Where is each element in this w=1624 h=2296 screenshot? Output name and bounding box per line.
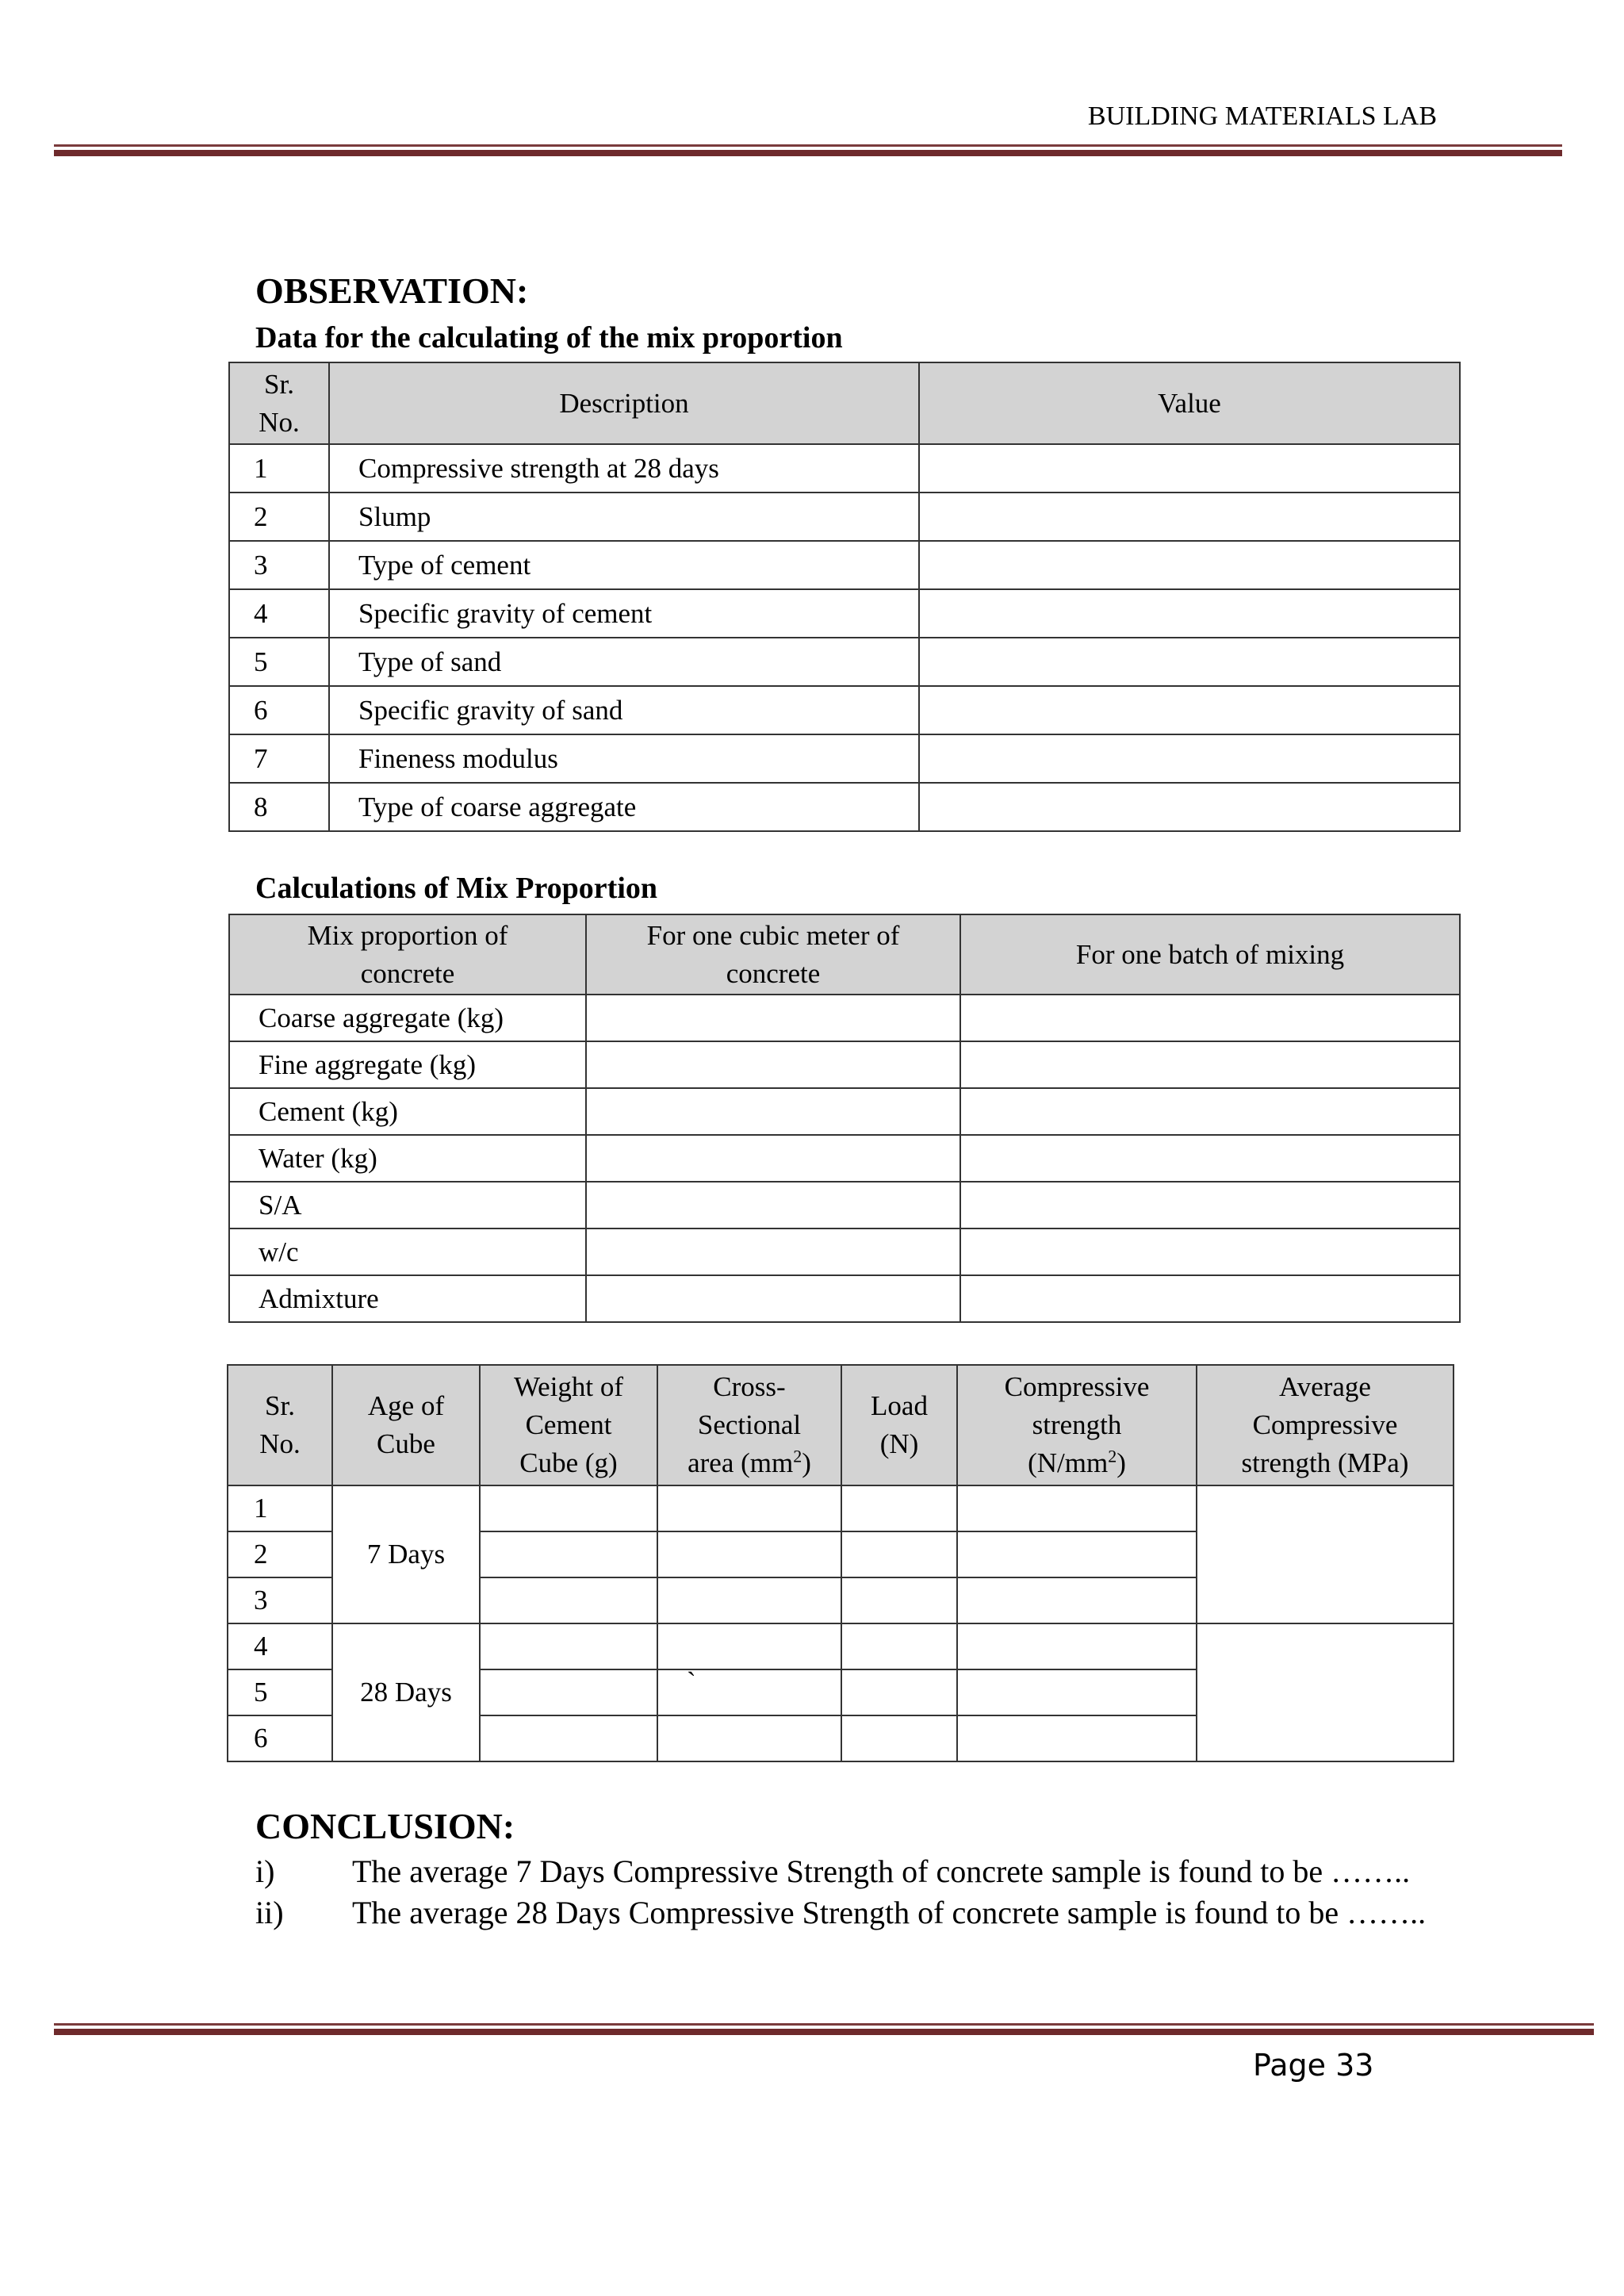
row-description: Compressive strength at 28 days [329, 444, 919, 493]
header-text: Compressive [1004, 1371, 1150, 1402]
header-text: concrete [726, 957, 821, 989]
row-number: 1 [228, 1485, 332, 1531]
table2-caption: Calculations of Mix Proportion [255, 872, 658, 905]
value-cell[interactable] [841, 1669, 957, 1715]
header-text: Cross- [713, 1371, 786, 1402]
header-sr-no [229, 362, 329, 444]
table-row [228, 1485, 1454, 1531]
value-cell[interactable] [960, 1275, 1460, 1322]
header-per-batch: For one batch of mixing [960, 914, 1460, 995]
row-number: 1 [229, 444, 329, 493]
row-label: Water (kg) [229, 1135, 586, 1182]
average-cell[interactable] [1197, 1623, 1454, 1761]
value-cell[interactable] [919, 783, 1460, 831]
header-text: Sr. [264, 368, 294, 400]
value-cell[interactable] [586, 1041, 960, 1088]
table-row [229, 638, 1460, 686]
table-row [229, 493, 1460, 541]
value-cell[interactable] [841, 1715, 957, 1761]
header-rule-thick [54, 150, 1562, 156]
value-cell[interactable] [960, 1228, 1460, 1275]
value-cell[interactable] [919, 686, 1460, 734]
row-number: 2 [228, 1531, 332, 1577]
row-number: 6 [228, 1715, 332, 1761]
row-description: Specific gravity of cement [329, 589, 919, 638]
value-cell[interactable] [480, 1485, 657, 1531]
table-row [229, 995, 1460, 1041]
row-number: 8 [229, 783, 329, 831]
value-cell[interactable] [586, 995, 960, 1041]
header-text: strength (MPa) [1241, 1447, 1409, 1478]
header-mix-proportion [229, 914, 586, 995]
compressive-strength-table [227, 1364, 1454, 1762]
table-row [229, 589, 1460, 638]
value-cell[interactable] [586, 1275, 960, 1322]
table-row [229, 734, 1460, 783]
value-cell[interactable] [586, 1088, 960, 1135]
header-text: Weight of [513, 1371, 624, 1402]
header-text: area (mm [688, 1447, 794, 1478]
header-cross-sectional-area [657, 1365, 841, 1485]
row-label: Fine aggregate (kg) [229, 1041, 586, 1088]
table-row [229, 1135, 1460, 1182]
table-header-row [229, 362, 1460, 444]
header-text: ) [802, 1447, 811, 1478]
age-28-days: 28 Days [332, 1623, 480, 1761]
age-7-days: 7 Days [332, 1485, 480, 1623]
value-cell[interactable] [957, 1531, 1197, 1577]
value-cell[interactable] [841, 1577, 957, 1623]
value-cell[interactable] [657, 1623, 841, 1669]
conclusion-text: The average 7 Days Compressive Strength of concrete sample is found to be …….. [352, 1853, 1411, 1889]
table1-caption: Data for the calculating of the mix proportion [255, 321, 843, 355]
header-average-strength [1197, 1365, 1454, 1485]
mix-data-table [228, 362, 1461, 832]
table-row [229, 1182, 1460, 1228]
value-cell[interactable] [480, 1531, 657, 1577]
conclusion-marker: ii) [255, 1895, 284, 1930]
header-age-of-cube [332, 1365, 480, 1485]
value-cell[interactable] [957, 1577, 1197, 1623]
value-cell[interactable] [586, 1135, 960, 1182]
row-label: S/A [229, 1182, 586, 1228]
value-cell[interactable] [657, 1531, 841, 1577]
value-cell[interactable] [960, 1088, 1460, 1135]
header-text: strength [1032, 1409, 1122, 1440]
header-text: Sr. [265, 1390, 295, 1421]
table-row [228, 1623, 1454, 1669]
value-cell[interactable] [657, 1577, 841, 1623]
value-cell[interactable] [841, 1485, 957, 1531]
value-cell[interactable] [586, 1182, 960, 1228]
header-weight [480, 1365, 657, 1485]
row-description: Slump [329, 493, 919, 541]
header-text: Sectional [697, 1409, 802, 1440]
value-cell[interactable] [480, 1577, 657, 1623]
header-text: (N/mm [1028, 1447, 1109, 1478]
header-text: ) [1116, 1447, 1126, 1478]
header-text: Cement [525, 1409, 612, 1440]
header-text [658, 1444, 841, 1482]
header-text [958, 1444, 1196, 1482]
header-description: Description [329, 362, 919, 444]
value-cell[interactable] [960, 1135, 1460, 1182]
row-number: 4 [229, 589, 329, 638]
table-row [229, 1041, 1460, 1088]
value-cell[interactable] [586, 1228, 960, 1275]
header-text: Age of [367, 1390, 445, 1421]
table-row [229, 541, 1460, 589]
table-row [229, 783, 1460, 831]
value-cell[interactable] [919, 541, 1460, 589]
value-cell[interactable] [919, 734, 1460, 783]
value-cell[interactable] [480, 1623, 657, 1669]
row-description: Fineness modulus [329, 734, 919, 783]
conclusion-text: The average 28 Days Compressive Strength of concrete sample is found to be …….. [352, 1895, 1427, 1930]
row-number: 5 [228, 1669, 332, 1715]
header-text: No. [259, 1428, 301, 1459]
average-cell[interactable] [1197, 1485, 1454, 1623]
value-cell[interactable] [957, 1623, 1197, 1669]
row-label: Cement (kg) [229, 1088, 586, 1135]
header-text: For one cubic meter of [646, 919, 900, 951]
value-cell[interactable] [657, 1485, 841, 1531]
table-header-row [228, 1365, 1454, 1485]
header-per-cubic-meter [586, 914, 960, 995]
row-number: 5 [229, 638, 329, 686]
value-cell[interactable] [957, 1485, 1197, 1531]
table-row [229, 444, 1460, 493]
row-number: 2 [229, 493, 329, 541]
row-number: 3 [228, 1577, 332, 1623]
row-description: Type of cement [329, 541, 919, 589]
header-text: Average [1279, 1371, 1371, 1402]
stray-mark: ` [687, 1666, 696, 1697]
value-cell[interactable] [480, 1715, 657, 1761]
value-cell[interactable] [960, 1041, 1460, 1088]
header-title: BUILDING MATERIALS LAB [1087, 102, 1437, 131]
row-description: Type of coarse aggregate [329, 783, 919, 831]
header-text: (N) [879, 1428, 919, 1459]
value-cell[interactable] [957, 1669, 1197, 1715]
value-cell[interactable] [841, 1623, 957, 1669]
table-row [229, 1228, 1460, 1275]
row-label: Admixture [229, 1275, 586, 1322]
value-cell[interactable] [960, 995, 1460, 1041]
row-label: Coarse aggregate (kg) [229, 995, 586, 1041]
value-cell[interactable] [919, 638, 1460, 686]
header-load [841, 1365, 957, 1485]
superscript: 2 [793, 1446, 802, 1466]
footer-rule-thick [54, 2029, 1594, 2035]
table-row [229, 1275, 1460, 1322]
header-text: Load [871, 1390, 928, 1421]
header-value: Value [919, 362, 1460, 444]
header-sr-no [228, 1365, 332, 1485]
header-compressive-strength [957, 1365, 1197, 1485]
table-row [229, 1088, 1460, 1135]
header-text: Mix proportion of [307, 919, 508, 951]
value-cell[interactable] [919, 444, 1460, 493]
page-number: Page 33 [1253, 2048, 1374, 2083]
observation-heading: OBSERVATION: [255, 270, 529, 311]
value-cell[interactable] [919, 493, 1460, 541]
value-cell[interactable] [657, 1666, 841, 1715]
mix-calculation-table [228, 914, 1461, 1323]
table-row [229, 686, 1460, 734]
row-description: Type of sand [329, 638, 919, 686]
header-text: Cube [377, 1428, 435, 1459]
header-text: Compressive [1252, 1409, 1398, 1440]
row-number: 6 [229, 686, 329, 734]
value-cell[interactable] [657, 1715, 841, 1761]
value-cell[interactable] [919, 589, 1460, 638]
header-text: No. [259, 406, 300, 438]
row-description: Specific gravity of sand [329, 686, 919, 734]
value-cell[interactable] [841, 1531, 957, 1577]
header-text: concrete [360, 957, 455, 989]
row-number: 4 [228, 1623, 332, 1669]
conclusion-marker: i) [255, 1853, 275, 1889]
row-number: 7 [229, 734, 329, 783]
value-cell[interactable] [957, 1715, 1197, 1761]
row-label: w/c [229, 1228, 586, 1275]
value-cell[interactable] [960, 1182, 1460, 1228]
footer-rule [54, 2023, 1594, 2026]
value-cell[interactable] [480, 1669, 657, 1715]
row-number: 3 [229, 541, 329, 589]
table-header-row [229, 914, 1460, 995]
superscript: 2 [1108, 1446, 1117, 1466]
header-text: Cube (g) [519, 1447, 618, 1478]
header-rule [54, 144, 1562, 147]
conclusion-heading: CONCLUSION: [255, 1806, 515, 1846]
